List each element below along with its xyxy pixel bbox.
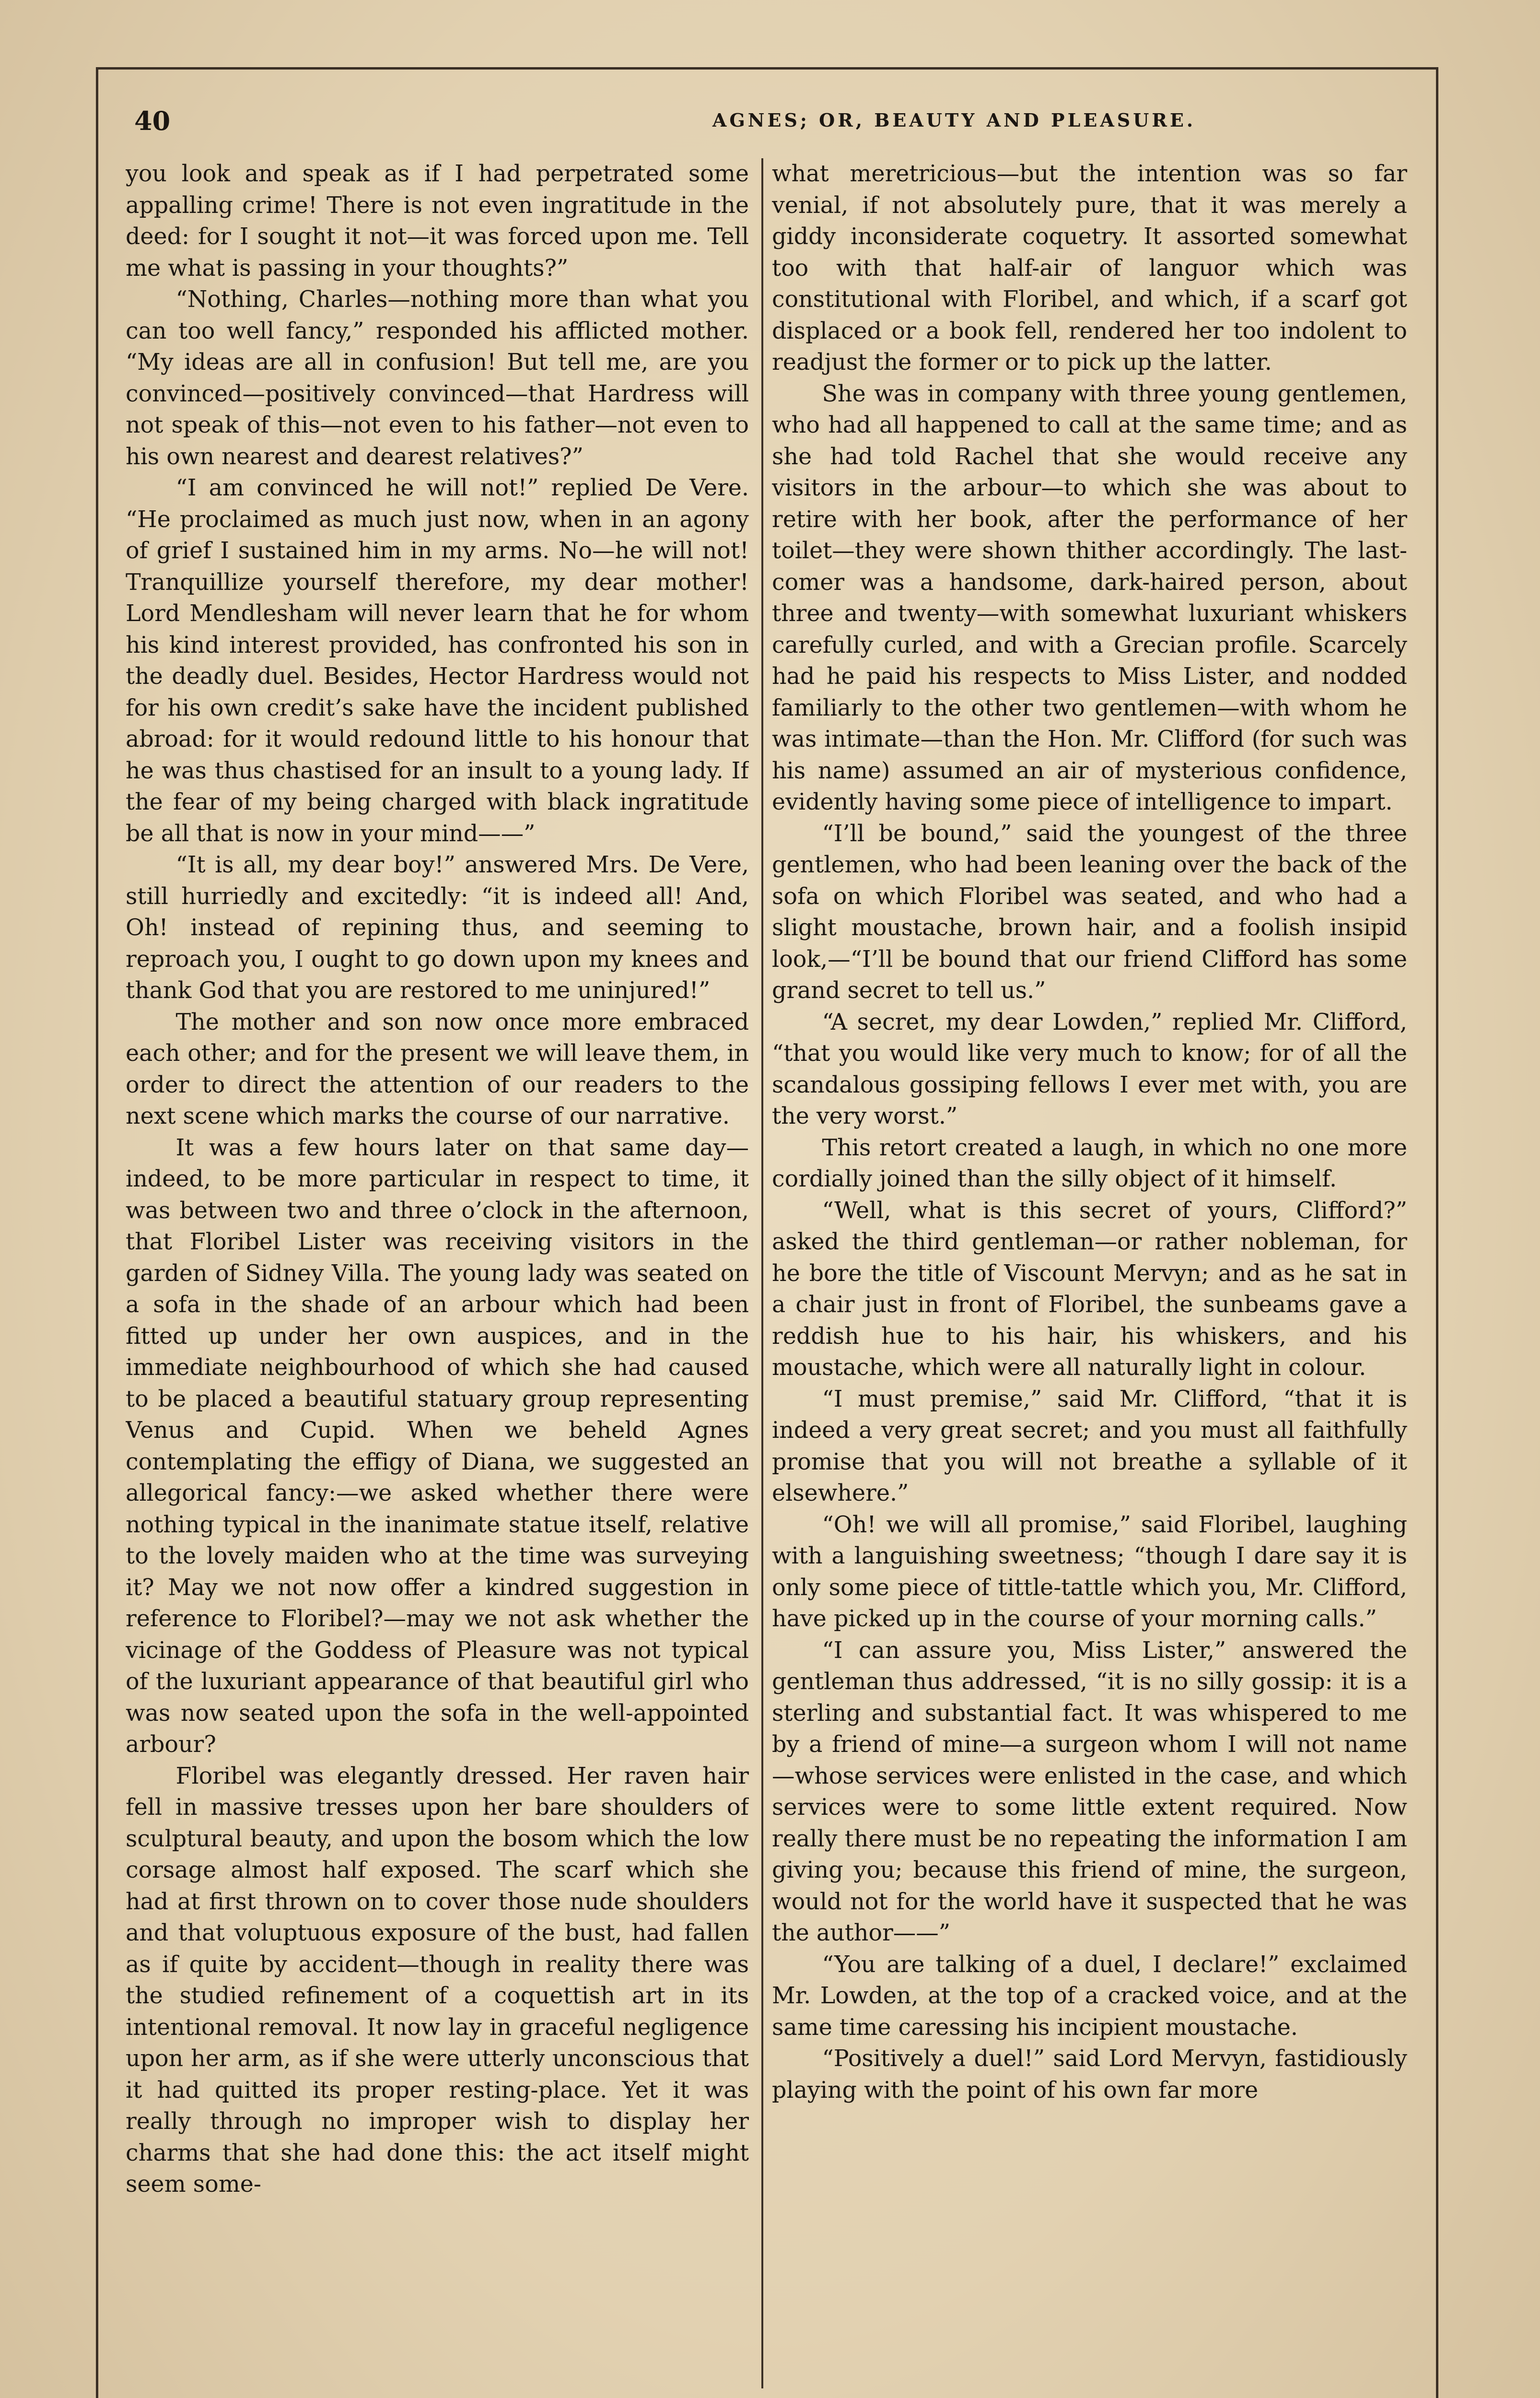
paragraph: “You are talking of a duel, I declare!” exclaimed Mr. Lowden, at the top of a cracked voice, and at the same time caressing his incipient moustache. [772, 1951, 1407, 2041]
paragraph: you look and speak as if I had perpetrated some appalling crime! There is not even ingratitude in the deed: for I sought it not—it was forced upon me. Tell me what is passing in your thoughts?” [126, 161, 749, 282]
running-title: AGNES; OR, BEAUTY AND PLEASURE. [712, 109, 1196, 131]
paragraph: “I must premise,” said Mr. Clifford, “that it is indeed a very great secret; and you must all faithfully promise that you will not breathe a syllable of it elsewhere.” [772, 1386, 1407, 1506]
column-divider [761, 158, 763, 2388]
paragraph: “Positively a duel!” said Lord Mervyn, fastidiously playing with the point of his own far more [772, 2045, 1407, 2104]
paragraph: “I’ll be bound,” said the youngest of the three gentlemen, who had been leaning over the back of the sofa on which Floribel was seated, and who had a slight moustache, brown hair, and a foolish insipid look,—“I’ll be bound that our friend Clifford has some grand secret to tell us.” [772, 820, 1407, 1004]
paragraph: She was in company with three young gentlemen, who had all happened to call at the same time; and as she had told Rachel that she would receive any visitors in the arbour—to which she was about to retire with her book, after the performance of her toilet—they were shown thither accordingly. The last-comer was a handsome, dark-haired person, about three and twenty—with somewhat luxuriant whiskers carefully curled, and with a Grecian profile. Scarcely had he paid his respects to Miss Lister, and nodded familiarly to the other two gentlemen—with whom he was intimate—than the Hon. Mr. Clifford (for such was his name) assumed an air of mysterious confidence, evidently having some piece of intelligence to impart. [772, 380, 1407, 815]
paragraph: Floribel was elegantly dressed. Her raven hair fell in massive tresses upon her bare shoulders of sculptural beauty, and upon the bosom which the low corsage almost half exposed. The scarf which she had at first thrown on to cover those nude shoulders and that voluptuous exposure of the bust, had fallen as if quite by accident—though in reality there was the studied refinement of a coquettish art in its intentional removal. It now lay in graceful negligence upon her arm, as if she were utterly unconscious that it had quitted its proper resting-place. Yet it was really through no improper wish to display her charms that she had done this: the act itself might seem some- [126, 1763, 749, 2198]
paragraph: “A secret, my dear Lowden,” replied Mr. Clifford, “that you would like very much to know; for of all the scandalous gossiping fellows I ever met with, you are the very worst.” [772, 1009, 1407, 1129]
page-number: 40 [134, 106, 171, 136]
paragraph: “I can assure you, Miss Lister,” answered the gentleman thus addressed, “it is no silly gossip: it is a sterling and substantial fact. It was whispered to me by a friend of mine—a surgeon whom I will not name—whose services were enlisted in the case, and which services were to some little extent required. Now really there must be no repeating the information I am giving you; because this friend of mine, the surgeon, would not for the world have it suspected that he was the author——” [772, 1637, 1407, 1946]
paragraph: “Well, what is this secret of yours, Clifford?” asked the third gentleman—or rather nobleman, for he bore the title of Viscount Mervyn; and as he sat in a chair just in front of Floribel, the sunbeams gave a reddish hue to his hair, his whiskers, and his moustache, which were all naturally light in colour. [772, 1197, 1407, 1381]
paragraph: It was a few hours later on that same day—indeed, to be more particular in respect to time, it was between two and three o’clock in the afternoon, that Floribel Lister was receiving visitors in the garden of Sidney Villa. The young lady was seated on a sofa in the shade of an arbour which had been fitted up under her own auspices, and in the immediate neighbourhood of which she had caused to be placed a beautiful statuary group representing Venus and Cupid. When we beheld Agnes contemplating the effigy of Diana, we suggested an allegorical fancy:—we asked whether there were nothing typical in the inanimate statue itself, relative to the lovely maiden who at the time was surveying it? May we not now offer a kindred suggestion in reference to Floribel?—may we not ask whether the vicinage of the Goddess of Pleasure was not typical of the luxuriant appearance of that beautiful girl who was now seated upon the sofa in the well-appointed arbour? [126, 1134, 749, 1758]
paragraph: This retort created a laugh, in which no one more cordially joined than the silly object of it himself. [772, 1134, 1407, 1192]
paragraph: what meretricious—but the intention was so far venial, if not absolutely pure, that it was merely a giddy inconsiderate coquetry. It assorted somewhat too with that half-air of languor which was constitutional with Floribel, and which, if a scarf got displaced or a book fell, rendered her too indolent to readjust the former or to pick up the latter. [772, 161, 1407, 376]
paragraph: “Oh! we will all promise,” said Floribel, laughing with a languishing sweetness; “though I dare say it is only some piece of tittle-tattle which you, Mr. Clifford, have picked up in the course of your morning calls.” [772, 1511, 1407, 1632]
right-column [772, 158, 1407, 2364]
paragraph: “It is all, my dear boy!” answered Mrs. De Vere, still hurriedly and excitedly: “it is indeed all! And, Oh! instead of repining thus, and seeming to reproach you, I ought to go down upon my knees and thank God that you are restored to me uninjured!” [126, 852, 749, 1004]
paragraph: “Nothing, Charles—nothing more than what you can too well fancy,” responded his afflicted mother. “My ideas are all in confusion! But tell me, are you convinced—positively convinced—that Hardress will not speak of this—not even to his father—not even to his own nearest and dearest relatives?” [126, 286, 749, 470]
paragraph: “I am convinced he will not!” replied De Vere. “He proclaimed as much just now, when in an agony of grief I sustained him in my arms. No—he will not! Tranquillize yourself therefore, my dear mother! Lord Mendlesham will never learn that he for whom his kind interest provided, has confronted his son in the deadly duel. Besides, Hector Hardress would not for his own credit’s sake have the incident published abroad: for it would redound little to his honour that he was thus chastised for an insult to a young lady. If the fear of my being charged with black ingratitude be all that is now in your mind——” [126, 475, 749, 847]
page-header [129, 101, 1405, 149]
left-column [126, 158, 749, 2364]
paragraph: The mother and son now once more embraced each other; and for the present we will leave them, in order to direct the attention of our readers to the next scene which marks the course of our narrative. [126, 1009, 749, 1129]
